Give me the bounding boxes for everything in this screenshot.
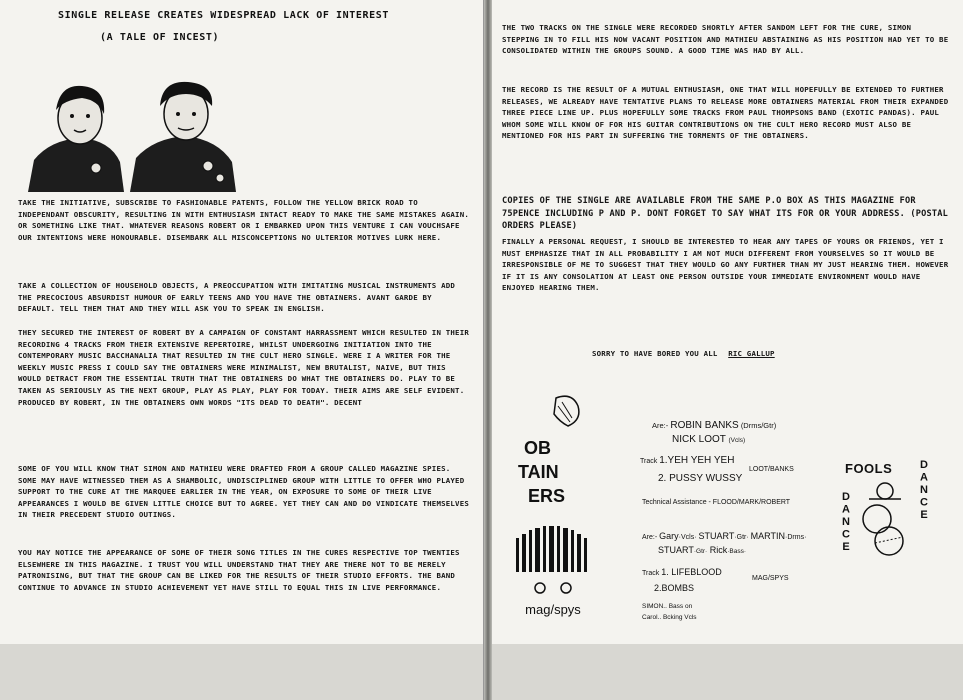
side-b-track-1 xyxy=(642,567,722,577)
fools-dance-figure-icon xyxy=(855,479,915,559)
svg-text:TAIN: TAIN xyxy=(518,462,559,482)
side-b-member-gary: Gary xyxy=(659,531,679,541)
side-a-track-1 xyxy=(640,455,734,466)
side-a-members-line-2 xyxy=(672,434,745,445)
left-paragraph-2: TAKE A COLLECTION OF HOUSEHOLD OBJECTS, A PREOCCUPATION WITH IMITATING MUSICAL INSTRUMENTS ADD THE PRECOCIOUS ABSURDIST HUMOUR OF EARLY TEENS AND YOU HAVE THE OBTAINERS. AVANT GARDE BY DEFAULT. TELL THEM THAT AND THEY WILL ASK YOU TO SPEAK IN ENGLISH. xyxy=(18,281,456,314)
side-b-member-stuart-2: STUART xyxy=(658,545,694,555)
fools-dance-word-dance-left: DANCE xyxy=(840,491,852,554)
side-a-member-1-role: (Drms/Gtr) xyxy=(740,421,777,430)
right-paragraph-4: FINALLY A PERSONAL REQUEST, I SHOULD BE INTERESTED TO HEAR ANY TAPES OF YOURS OR FRIENDS, YET I MUST EMPHASIZE THAT IN ALL PROBABILITY I AM NOT MUCH DIFFERENT FROM YOURSELVES SO IT WOULD BE IRRESPONSIBLE OF ME TO SUGGEST THAT THEY WOULD GO ANY FURTHER THAN MY JUST HEARING THEM. HOWEVER IF IT IS ANY CONSOLATION AT LEAST ONE PERSON OUTSIDE YOUR IMMEDIATE ENVIRONMENT WOULD HAVE ENJOYED HEARING THEM. xyxy=(502,237,949,293)
signoff xyxy=(592,348,775,360)
right-paragraph-3: COPIES OF THE SINGLE ARE AVAILABLE FROM THE SAME P.O BOX AS THIS MAGAZINE FOR 75PENCE INCLUDING P AND P. DONT FORGET TO SAY WHAT ITS FOR OR YOUR ADDRESS. (POSTAL ORDERS PLEASE) xyxy=(502,196,949,232)
mag-spys-logo xyxy=(510,520,596,624)
side-b-track-prefix: Track xyxy=(642,570,660,577)
fools-dance-logo xyxy=(837,455,937,565)
side-b-note-carol: Carol.. Bcking Vcls xyxy=(642,614,697,621)
mag-spys-logo-text: mag/spys xyxy=(525,602,581,617)
right-page xyxy=(492,0,963,700)
article-subtitle: (A TALE OF INCEST) xyxy=(100,32,220,43)
side-b-member-stuart-role: ·Gtr· xyxy=(734,534,749,541)
right-page-bottom-shadow xyxy=(492,644,963,700)
side-a-track-1-title: 1.YEH YEH YEH xyxy=(659,455,735,466)
left-page-bottom-shadow xyxy=(0,644,483,700)
side-b-member-stuart-2-role: ·Gtr· xyxy=(693,548,708,555)
side-b-note-simon: SIMON.. Bass on xyxy=(642,603,693,610)
side-b-member-gary-role: ·Vcls· xyxy=(678,534,697,541)
ob-logo-text: OB xyxy=(524,438,551,458)
side-b-member-stuart: STUART xyxy=(698,531,735,541)
page-gutter xyxy=(484,0,492,700)
side-b-track-2: 2.BOMBS xyxy=(654,583,695,593)
side-a-members-line-1 xyxy=(652,420,776,431)
signature: RIC GALLUP xyxy=(728,349,775,358)
mag-spys-barcode-icon xyxy=(510,520,596,598)
right-paragraph-1: THE TWO TRACKS ON THE SINGLE WERE RECORDED SHORTLY AFTER SANDOM LEFT FOR THE CURE, SIMON STEPPING IN TO FILL HIS NOW VACANT POSITION AND MATHIEU ABSTAINING AS HIS POSITION HAD YET TO BE CONSOLIDATED WITHIN THE GROUPS SOUND. A GOOD TIME WAS HAD BY ALL. xyxy=(502,23,949,56)
article-title: SINGLE RELEASE CREATES WIDESPREAD LACK OF INTEREST xyxy=(58,10,390,21)
side-b-member-martin-role: ·Drms· xyxy=(785,534,807,541)
left-paragraph-5: YOU MAY NOTICE THE APPEARANCE OF SOME OF THEIR SONG TITLES IN THE CURES RESPECTIVE TOP TWENTIES ELSEWHERE IN THIS MAGAZINE. I TRUST YOU WILL UNDERSTAND THAT THEY ARE THERE NOT TO BE MERELY PATRONISING, BUT THAT THE GROUP CAN BE LIKED FOR THE RESULTS OF THEIR STUDIO EFFORTS. THE BAND CONTINUE TO ADVANCE IN STUDIO ACHIEVEMENT YET HAVE STILL TO EQUAL THIS IN LIVE PERFORMANCE. xyxy=(18,548,460,592)
side-a-member-1: ROBIN BANKS xyxy=(670,420,739,431)
side-a-track-2: 2. PUSSY WUSSY xyxy=(658,473,743,484)
technical-assistance: Technical Assistance - FLOOD/MARK/ROBERT xyxy=(642,499,791,506)
obtainers-logo xyxy=(512,392,596,512)
side-b-members-line-1 xyxy=(642,531,806,541)
left-paragraph-3: THEY SECURED THE INTEREST OF ROBERT BY A CAMPAIGN OF CONSTANT HARRASSMENT WHICH RESULTED IN THEIR RECORDING 4 TRACKS FROM THEIR EXTENSIVE REPERTOIRE, WHILST UNDERGOING INITIATION INTO THE CONTEMPORARY MUSIC BACCHANALIA THAT RESULTED IN THE CULT HERO SINGLE. WERE I A WRITER FOR THE WEEKLY MUSIC PRESS I COULD SAY THE OBTAINERS WERE MINIMALIST, NEW BRUTALIST, NAIVE, BUT THIS WOULD DETRACT FROM THE ESSENTIAL TRUTH THAT THE OBTAINERS DO WHAT THE OBTAINERS DO. PLAY TO BE TAKEN AS SERIOUSLY AS THE NEXT GROUP, PLAY AS PLAY, PLAY FOR TODAY. THEIR AIMS ARE SELF EVIDENT. PRODUCED BY ROBERT, IN THE OBTAINERS OWN WORDS "ITS DEAD TO DEATH". DECENT xyxy=(18,328,470,407)
left-paragraph-4: SOME OF YOU WILL KNOW THAT SIMON AND MATHIEU WERE DRAFTED FROM A GROUP CALLED MAGAZINE SPIES. SOME MAY HAVE WITNESSED THEM AS A SHAMBOLIC, UNDISCIPLINED GROUP WITH LITTLE TO OFFER WHO PLAYED SUPPORT TO THE CURE AT THE MARQUEE EARLIER IN THE YEAR, ON EXPOSURE TO SOME OF THEIR LIVE APPEARANCES I WOULD BE GIVEN LITTLE CHOICE BUT TO AGREE. YET THEY CAN AND DO VINDICATE THEMSELVES IN THEIR PRECEDENT STUDIO OUTINGS. xyxy=(18,464,470,520)
svg-text:ERS: ERS xyxy=(528,486,566,506)
left-paragraph-1: TAKE THE INITIATIVE, SUBSCRIBE TO FASHIONABLE PATENTS, FOLLOW THE YELLOW BRICK ROAD TO INDEPENDANT OBSCURITY, RESULTING IN WITH ENTHUSIASM INTACT READY TO MAKE THE SAME MISTAKES AGAIN. OR SOMETHING LIKE THAT. WHATEVER REASONS ROBERT OR I EMBARKED UPON THIS VENTURE I CAN VOUCHSAFE OUR INTENTIONS WERE HONOURABLE. DISEMBARK ALL MISCONCEPTIONS NO ULTERIOR MOTIVES LURK HERE. xyxy=(18,198,470,242)
side-a-are-prefix: Are:- xyxy=(652,421,669,430)
band-photo xyxy=(20,70,250,192)
side-a-track-prefix: Track xyxy=(640,458,658,465)
side-b-are-prefix: Are:- xyxy=(642,534,658,541)
side-b-credit: MAG/SPYS xyxy=(752,575,789,582)
side-b-members-line-2 xyxy=(658,545,746,555)
side-b-track-1-title: 1. LIFEBLOOD xyxy=(661,567,722,577)
side-b-member-rick-role: ·Bass· xyxy=(727,548,746,555)
signoff-text: SORRY TO HAVE BORED YOU ALL xyxy=(592,349,718,358)
side-b-member-rick: Rick xyxy=(709,545,728,555)
fools-dance-word-fools: FOOLS xyxy=(845,461,893,476)
fools-dance-word-dance-right: DANCE xyxy=(918,459,930,522)
side-a-credit: LOOT/BANKS xyxy=(749,466,794,473)
right-paragraph-2: THE RECORD IS THE RESULT OF A MUTUAL ENTHUSIASM, ONE THAT WILL HOPEFULLY BE EXTENDED TO FURTHER RELEASES, WE ALREADY HAVE TENTATIVE PLANS TO RELEASE MORE OBTAINERS MATERIAL FROM THEIR EXPANDED THREE PIECE LINE UP. PLUS HOPEFULLY SOME TRACKS FROM PAUL THOMPSONS BAND (EXOTIC PANDAS). PAUL WHOM SOME WILL KNOW OF FOR HIS GUITAR CONTRIBUTIONS ON THE CULT HERO RECORD MUST ALSO BE MENTIONED FOR HIS PART IN SUFFERING THE TORMENTS OF THE OBTAINERS. xyxy=(502,85,949,141)
side-a-member-2-role: (Vcls) xyxy=(728,437,746,444)
side-b-member-martin: MARTIN xyxy=(750,531,786,541)
side-a-member-2: NICK LOOT xyxy=(672,434,726,445)
